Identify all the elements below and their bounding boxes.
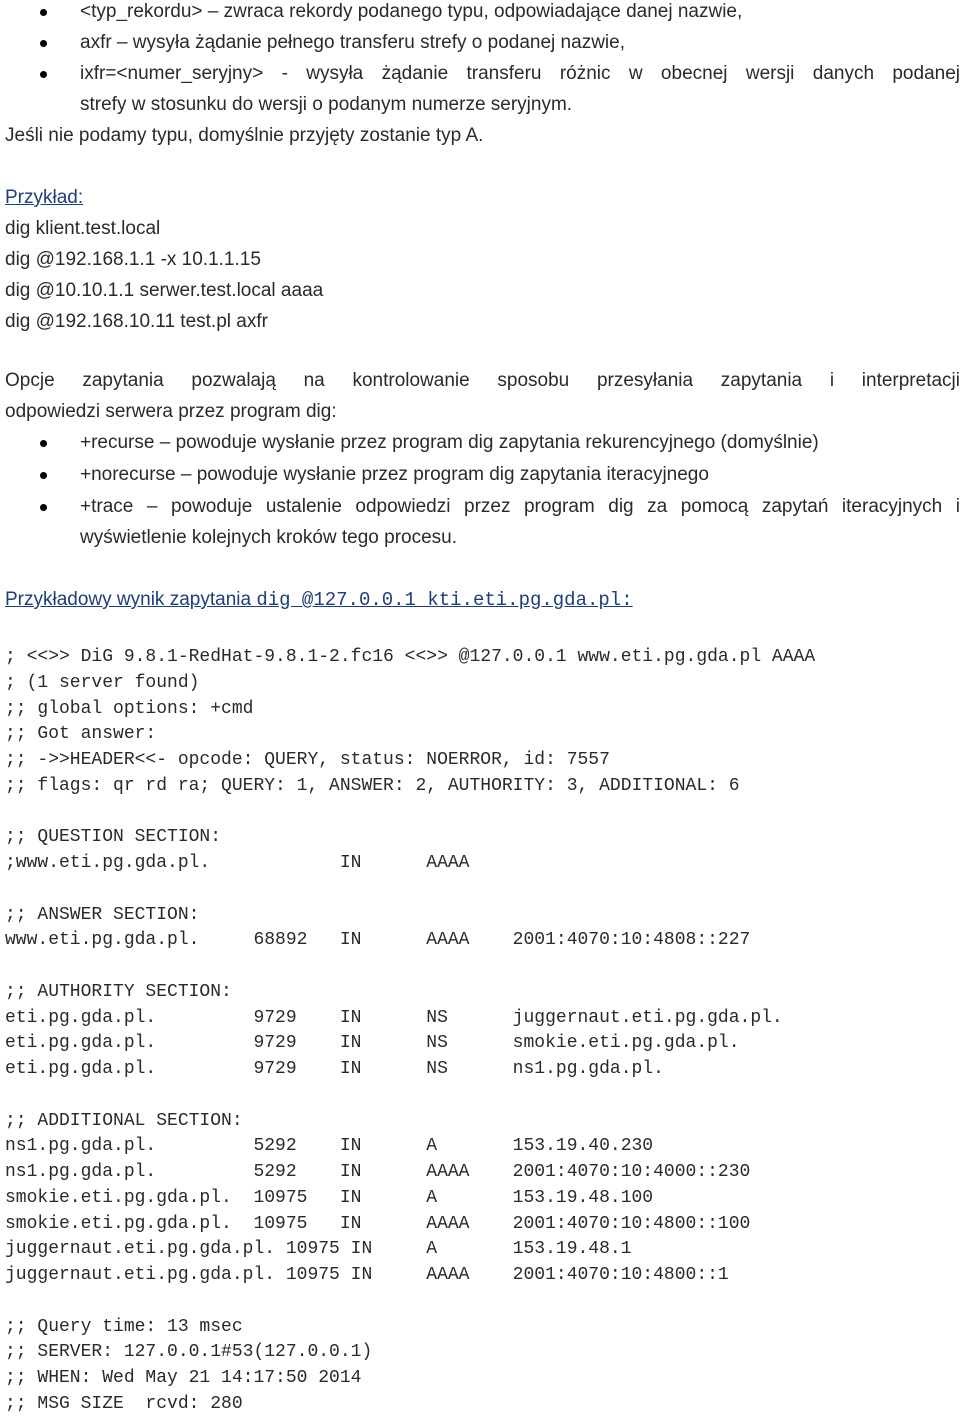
output-line: ; (1 server found) xyxy=(5,672,200,693)
list-item-text: axfr – wysyła żądanie pełnego transferu strefy o podanej nazwie, xyxy=(80,32,625,53)
list-item-continuation xyxy=(0,522,960,554)
output-line: eti.pg.gda.pl. 9729 IN NS juggernaut.eti.pg.gda.pl. xyxy=(5,1007,783,1028)
list-item-text: +norecurse – powoduje wysłanie przez program dig zapytania iteracyjnego xyxy=(80,464,709,485)
output-line: ;; flags: qr rd ra; QUERY: 1, ANSWER: 2, AUTHORITY: 3, ADDITIONAL: 6 xyxy=(5,775,740,796)
bullet-icon xyxy=(40,71,47,78)
example-line: dig @10.10.1.1 serwer.test.local aaaa xyxy=(5,280,324,301)
output-line: smokie.eti.pg.gda.pl. 10975 IN A 153.19.48.100 xyxy=(5,1187,654,1208)
output-line: ;; MSG SIZE rcvd: 280 xyxy=(5,1393,243,1414)
output-line: ns1.pg.gda.pl. 5292 IN AAAA 2001:4070:10:4000::230 xyxy=(5,1162,751,1182)
example-line: dig klient.test.local xyxy=(5,218,161,239)
list-item-text: +trace – powoduje ustalenie odpowiedzi przez program dig za pomocą zapytań iteracyjnych i xyxy=(80,496,960,517)
list-item xyxy=(0,58,960,90)
list-item-text: strefy w stosunku do wersji o podanym numerze seryjnym. xyxy=(80,94,573,115)
output-line xyxy=(5,954,815,980)
list-item-text: ixfr=<numer_seryjny> - wysyła żądanie transferu różnic w obecnej wersji danych podanej xyxy=(80,63,960,84)
options-intro-line: odpowiedzi serwera przez program dig: xyxy=(5,401,337,422)
output-line: eti.pg.gda.pl. 9729 IN NS smokie.eti.pg.gda.pl. xyxy=(5,1033,740,1054)
output-line: ;; SERVER: 127.0.0.1#53(127.0.0.1) xyxy=(5,1342,373,1363)
list-item xyxy=(0,459,960,491)
output-line xyxy=(5,1289,815,1315)
list-item xyxy=(0,0,960,28)
list-item xyxy=(0,491,960,523)
output-line xyxy=(5,800,815,826)
list-item xyxy=(0,27,960,59)
list-item-text: +recurse – powoduje wysłanie przez program dig zapytania rekurencyjnego (domyślnie) xyxy=(80,432,819,453)
output-line: ;; Got answer: xyxy=(5,724,157,745)
bullet-icon xyxy=(40,9,47,16)
output-line: ;; WHEN: Wed May 21 14:17:50 2014 xyxy=(5,1368,362,1388)
bullet-icon xyxy=(40,472,47,479)
list-item-text: wyświetlenie kolejnych kroków tego procesu. xyxy=(80,527,458,548)
output-line: eti.pg.gda.pl. 9729 IN NS ns1.pg.gda.pl. xyxy=(5,1059,664,1079)
output-line: ;www.eti.pg.gda.pl. IN AAAA xyxy=(5,853,470,873)
bullet-icon xyxy=(40,40,47,47)
options-intro-line: Opcje zapytania pozwalają na kontrolowanie sposobu przesyłania zapytania i interpretacji xyxy=(5,370,960,391)
example-line: dig @192.168.1.1 -x 10.1.1.15 xyxy=(5,249,261,270)
result-heading-command: dig @127.0.0.1 kti.eti.pg.gda.pl: xyxy=(256,589,633,611)
list-item-text: <typ_rekordu> – zwraca rekordy podanego typu, odpowiadające danej nazwie, xyxy=(80,1,743,22)
output-line: ;; QUESTION SECTION: xyxy=(5,827,222,848)
result-heading xyxy=(5,584,633,616)
example-line: dig @192.168.10.11 test.pl axfr xyxy=(5,311,268,332)
output-line: smokie.eti.pg.gda.pl. 10975 IN AAAA 2001:4070:10:4800::100 xyxy=(5,1213,751,1234)
list-item xyxy=(0,427,960,459)
output-line: ;; Query time: 13 msec xyxy=(5,1316,243,1337)
output-line: ;; AUTHORITY SECTION: xyxy=(5,981,232,1002)
output-line: ;; ADDITIONAL SECTION: xyxy=(5,1110,243,1131)
example-heading: Przykład: xyxy=(5,187,84,208)
output-line: juggernaut.eti.pg.gda.pl. 10975 IN A 153.19.48.1 xyxy=(5,1239,632,1260)
bullet-icon xyxy=(40,440,47,447)
output-line: ;; global options: +cmd xyxy=(5,698,254,719)
default-type-note: Jeśli nie podamy typu, domyślnie przyjęty zostanie typ A. xyxy=(5,125,484,146)
result-heading-text: Przykładowy wynik zapytania xyxy=(5,589,252,610)
output-line xyxy=(5,1083,815,1109)
dig-output xyxy=(5,645,815,1418)
output-line: ; <<>> DiG 9.8.1-RedHat-9.8.1-2.fc16 <<>> @127.0.0.1 www.eti.pg.gda.pl AAAA xyxy=(5,647,816,667)
output-line: www.eti.pg.gda.pl. 68892 IN AAAA 2001:4070:10:4808::227 xyxy=(5,930,751,951)
output-line: ;; ->>HEADER<<- opcode: QUERY, status: NOERROR, id: 7557 xyxy=(5,750,610,770)
output-line xyxy=(5,877,815,903)
output-line: juggernaut.eti.pg.gda.pl. 10975 IN AAAA 2001:4070:10:4800::1 xyxy=(5,1265,729,1285)
output-line: ns1.pg.gda.pl. 5292 IN A 153.19.40.230 xyxy=(5,1136,654,1157)
output-line: ;; ANSWER SECTION: xyxy=(5,904,200,925)
list-item-continuation xyxy=(0,89,960,121)
bullet-icon xyxy=(40,504,47,511)
